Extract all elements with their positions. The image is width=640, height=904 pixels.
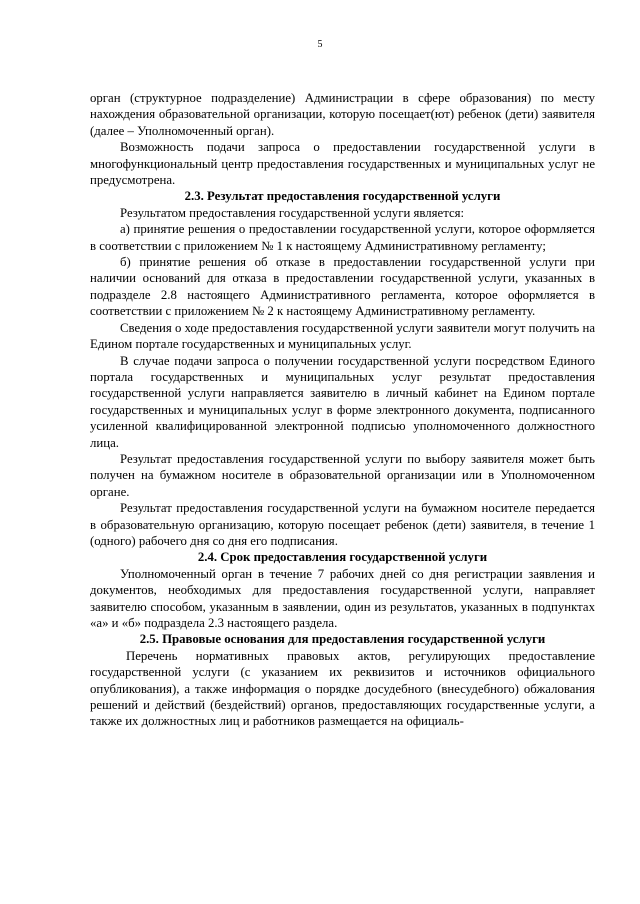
section-2-3-paragraph-4: Сведения о ходе предоставления государственной услуги заявители могут получить на Едином портале государственных и муниципальных услуг.: [90, 320, 595, 352]
intro-paragraph-2: Возможность подачи запроса о предоставлении государственной услуги в многофункциональный центр предоставления государственных и муниципальных услуг не предусмотрена.: [90, 140, 595, 188]
page-number: 5: [317, 39, 323, 50]
section-2-4-paragraph-1: Уполномоченный орган в течение 7 рабочих дней со дня регистрации заявления и документов, необходимых для предоставления государственной услуги, направляет заявителю способом, указанным в заявлении, один из результатов, указанных в подпунктах «а» и «б» подраздела 2.3 настоящего раздела.: [90, 566, 595, 630]
section-2-3-paragraph-6: Результат предоставления государственной услуги по выбору заявителя может быть получен на бумажном носителе в образовательной организации или в Уполномоченном органе.: [90, 451, 595, 499]
section-2-4-heading: 2.4. Срок предоставления государственной услуги: [197, 550, 488, 565]
section-2-3-paragraph-5: В случае подачи запроса о получении государственной услуги посредством Единого портала государственных и муниципальных услуг результат предоставления государственной услуги направляется заявителю в личный кабинет на Едином портале государственных и муниципальных услуг в форме электронного документа, подписанного усиленной квалифицированной электронной подписью уполномоченного должностного лица.: [90, 353, 595, 450]
section-2-3-paragraph-3: б) принятие решения об отказе в предоставлении государственной услуги при наличии оснований для отказа в предоставлении государственной услуги, указанных в подразделе 2.8 настоящего Административного регламента, которое оформляется в соответствии с приложением № 2 к настоящему Административному регламенту.: [90, 255, 595, 319]
section-2-3-paragraph-1: Результатом предоставления государственной услуги является:: [120, 205, 465, 220]
section-2-3-heading: 2.3. Результат предоставления государственной услуги: [184, 189, 501, 204]
section-2-5-paragraph-1: Перечень нормативных правовых актов, регулирующих предоставление государственной услуги (с указанием их реквизитов и источников официального опубликования), а также информация о порядке досудебного (внесудебного) обжалования решений и действий (бездействий) органов, предоставляющих государственные услуги, а также их должностных лиц и работников размещается на официаль-: [90, 648, 595, 729]
section-2-3-paragraph-2: а) принятие решения о предоставлении государственной услуги, которое оформляется в соответствии с приложением № 1 к настоящему Административному регламенту;: [90, 222, 595, 253]
section-2-5-heading: 2.5. Правовые основания для предоставления государственной услуги: [139, 632, 546, 647]
section-2-3-paragraph-7: Результат предоставления государственной услуги на бумажном носителе передается в образовательную организацию, которую посещает ребенок (дети) заявителя, в течение 1 (одного) рабочего дня со дня его подписания.: [90, 501, 595, 548]
page-content: [90, 90, 595, 730]
intro-paragraph-1: орган (структурное подразделение) Администрации в сфере образования) по месту нахождения образовательной организации, которую посещает(ют) ребенок (дети) заявителя (далее – Уполномоченный орган).: [90, 91, 595, 138]
